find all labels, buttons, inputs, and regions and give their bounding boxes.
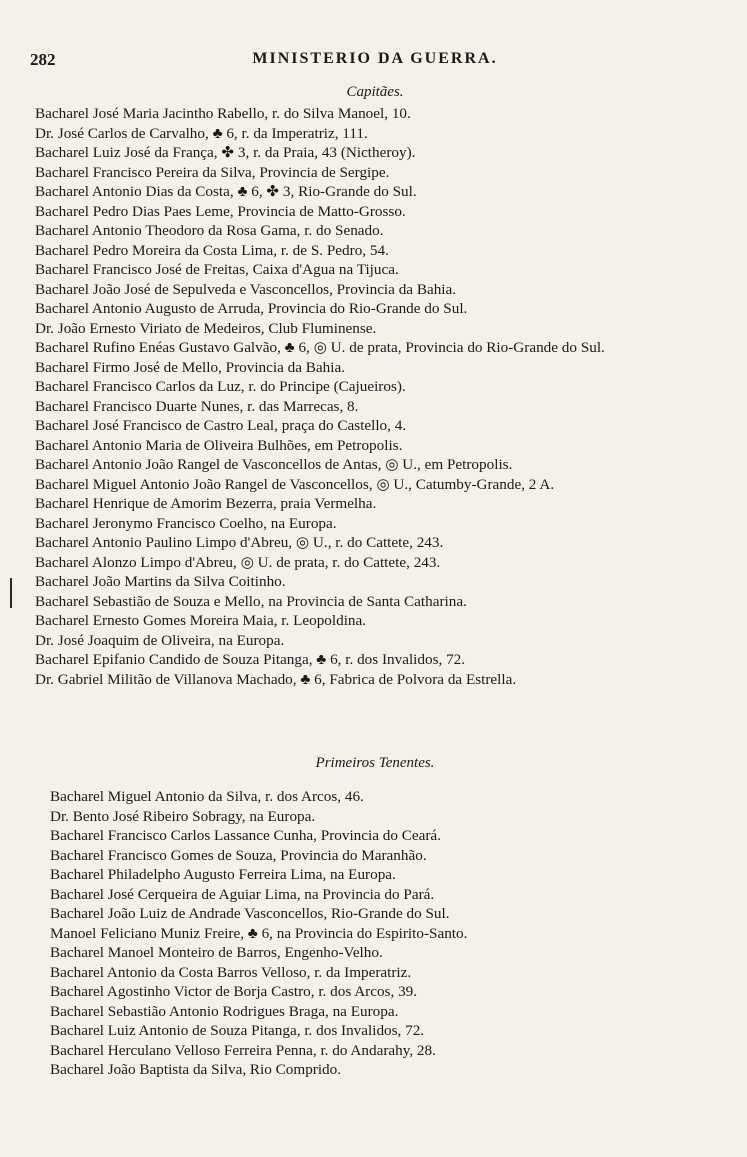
list-item: Bacharel Pedro Dias Paes Leme, Provincia de Matto-Grosso. — [35, 202, 406, 220]
list-item: Bacharel Francisco Carlos da Luz, r. do Principe (Cajueiros). — [35, 378, 406, 395]
section-heading-primeiros-tenentes: Primeiros Tenentes. — [315, 755, 435, 771]
list-item: Bacharel Sebastião Antonio Rodrigues Braga, na Europa. — [50, 1002, 399, 1020]
list-item: Bacharel José Cerqueira de Aguiar Lima, na Provincia do Pará. — [50, 885, 435, 903]
list-item: Bacharel Antonio Paulino Limpo d'Abreu, ◎ U., r. do Cattete, 243. — [35, 534, 444, 551]
list-item: Bacharel Francisco Gomes de Souza, Provincia do Maranhão. — [50, 846, 427, 864]
list-item: Bacharel Francisco Duarte Nunes, r. das Marrecas, 8. — [35, 397, 359, 415]
list-item: Bacharel Luiz José da França, ✤ 3, r. da Praia, 43 (Nictheroy). — [35, 144, 416, 161]
list-item: Bacharel Luiz Antonio de Souza Pitanga, r. dos Invalidos, 72. — [50, 1022, 425, 1039]
list-item: Bacharel João Luiz de Andrade Vasconcellos, Rio-Grande do Sul. — [50, 905, 450, 922]
list-item: Bacharel Francisco José de Freitas, Caixa d'Agua na Tijuca. — [35, 261, 399, 278]
margin-mark — [10, 578, 12, 608]
list-item: Manoel Feliciano Muniz Freire, ♣ 6, na Provincia do Espirito-Santo. — [50, 924, 468, 942]
list-item: Bacharel Philadelpho Augusto Ferreira Lima, na Europa. — [50, 866, 396, 883]
running-title: MINISTERIO DA GUERRA. — [252, 50, 498, 67]
list-item: Bacharel Henrique de Amorim Bezerra, praia Vermelha. — [35, 495, 377, 512]
list-item: Bacharel João Baptista da Silva, Rio Comprido. — [50, 1061, 342, 1078]
first-lieutenants-list — [50, 787, 730, 1080]
list-item: Bacharel Francisco Pereira da Silva, Provincia de Sergipe. — [35, 163, 390, 181]
list-item: Bacharel Herculano Velloso Ferreira Penna, r. do Andarahy, 28. — [50, 1041, 436, 1059]
list-item: Bacharel Antonio Maria de Oliveira Bulhões, em Petropolis. — [35, 436, 403, 454]
list-item: Dr. Gabriel Militão de Villanova Machado, ♣ 6, Fabrica de Polvora da Estrella. — [35, 670, 517, 688]
list-item: Bacharel Sebastião de Souza e Mello, na Provincia de Santa Catharina. — [35, 592, 467, 610]
page-header — [30, 50, 720, 72]
list-item: Bacharel Miguel Antonio da Silva, r. dos Arcos, 46. — [50, 788, 364, 805]
list-item: Bacharel Antonio João Rangel de Vasconcellos de Antas, ◎ U., em Petropolis. — [35, 456, 513, 473]
list-item: Bacharel Manoel Monteiro de Barros, Engenho-Velho. — [50, 944, 383, 961]
list-item: Bacharel Jeronymo Francisco Coelho, na Europa. — [35, 514, 337, 532]
list-item: Bacharel Antonio Theodoro da Rosa Gama, r. do Senado. — [35, 222, 384, 239]
list-item: Dr. José Joaquim de Oliveira, na Europa. — [35, 631, 285, 649]
list-item: Bacharel Ernesto Gomes Moreira Maia, r. Leopoldina. — [35, 612, 367, 629]
section-heading-capitaes: Capitães. — [346, 84, 404, 100]
list-item: Bacharel Alonzo Limpo d'Abreu, ◎ U. de prata, r. do Cattete, 243. — [35, 553, 441, 571]
list-item: Bacharel Francisco Carlos Lassance Cunha, Provincia do Ceará. — [50, 827, 441, 844]
list-item: Bacharel Antonio Augusto de Arruda, Provincia do Rio-Grande do Sul. — [35, 300, 468, 317]
list-item: Bacharel José Maria Jacintho Rabello, r. do Silva Manoel, 10. — [35, 105, 411, 122]
list-item: Bacharel Miguel Antonio João Rangel de Vasconcellos, ◎ U., Catumby-Grande, 2 A. — [35, 475, 555, 493]
list-item: Dr. Bento José Ribeiro Sobragy, na Europa. — [50, 807, 316, 825]
list-item: Bacharel Agostinho Victor de Borja Castro, r. dos Arcos, 39. — [50, 983, 418, 1000]
list-item: Bacharel Antonio da Costa Barros Velloso, r. da Imperatriz. — [50, 963, 412, 981]
list-item: Bacharel Firmo José de Mello, Provincia da Bahia. — [35, 358, 346, 376]
list-item: Dr. João Ernesto Viriato de Medeiros, Club Fluminense. — [35, 319, 377, 337]
list-item: Bacharel Pedro Moreira da Costa Lima, r. de S. Pedro, 54. — [35, 241, 389, 259]
list-item: Bacharel Epifanio Candido de Souza Pitanga, ♣ 6, r. dos Invalidos, 72. — [35, 651, 466, 668]
page-number: 282 — [30, 50, 56, 69]
list-item: Bacharel João José de Sepulveda e Vasconcellos, Provincia da Bahia. — [35, 280, 457, 298]
list-item: Bacharel Antonio Dias da Costa, ♣ 6, ✤ 3, Rio-Grande do Sul. — [35, 183, 417, 200]
list-item: Bacharel João Martins da Silva Coitinho. — [35, 573, 286, 590]
list-item: Dr. José Carlos de Carvalho, ♣ 6, r. da Imperatriz, 111. — [35, 124, 368, 142]
list-item: Bacharel Rufino Enéas Gustavo Galvão, ♣ 6, ◎ U. de prata, Provincia do Rio-Grande do Sul. — [35, 339, 605, 356]
captains-list — [35, 104, 715, 689]
list-item: Bacharel José Francisco de Castro Leal, praça do Castello, 4. — [35, 417, 407, 434]
